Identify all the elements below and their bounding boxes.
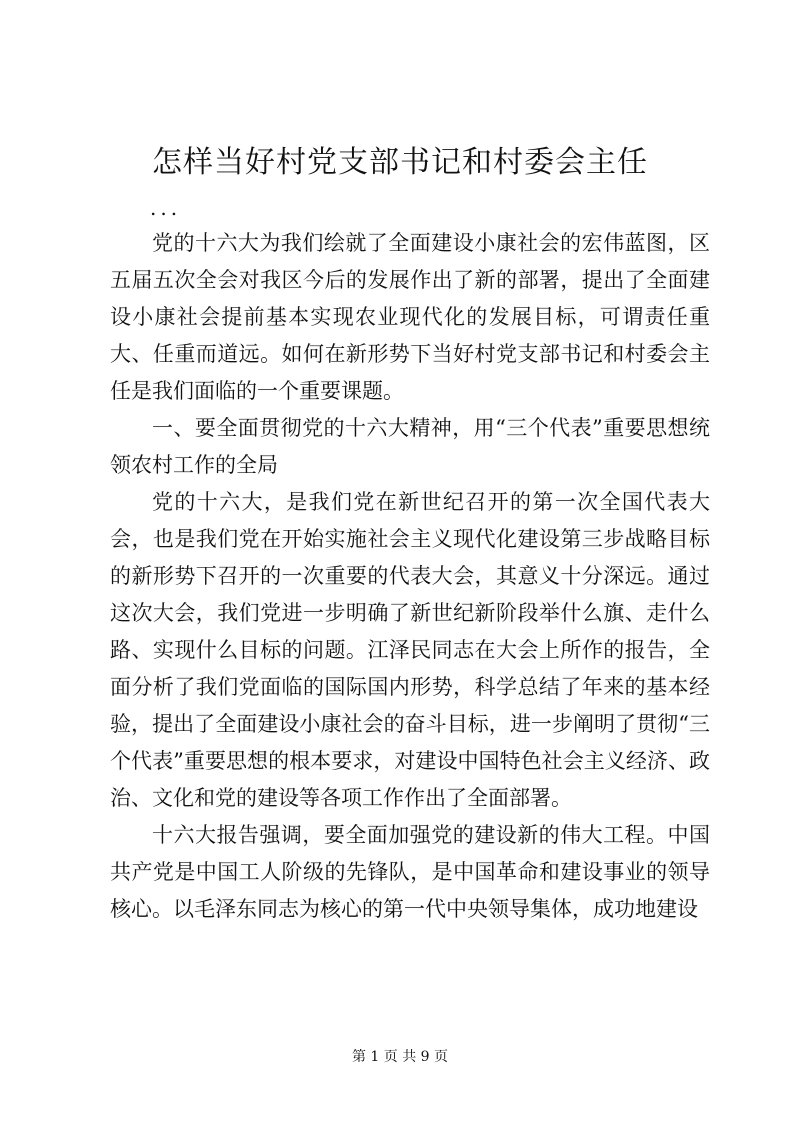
- section-heading-1: 一、要全面贯彻党的十六大精神，用“三个代表”重要思想统领农村工作的全局: [110, 416, 710, 477]
- document-body: [110, 225, 710, 928]
- page-footer: 第 1 页 共 9 页: [351, 1049, 449, 1065]
- paragraph-congress: 党的十六大，是我们党在新世纪召开的第一次全国代表大会，也是我们党在开始实施社会主义现代化建设第三步战略目标的新形势下召开的一次重要的代表大会，其意义十分深远。通过这次大会，我们党进一步明确了新世纪新阶段举什么旗、走什么路、实现什么目标的问题。江泽民同志在大会上所作的报告，全面分析了我们党面临的国际国内形势，科学总结了年来的基本经验，提出了全面建设小康社会的奋斗目标，进一步阐明了贯彻“三个代表”重要思想的根本要求，对建设中国特色社会主义经济、政治、文化和党的建设等各项工作作出了全面部署。: [110, 490, 710, 810]
- ellipsis-marker: ...: [150, 196, 182, 220]
- document-title: 怎样当好村党支部书记和村委会主任: [152, 145, 648, 180]
- paragraph-party-building: 十六大报告强调，要全面加强党的建设新的伟大工程。中国共产党是中国工人阶级的先锋队，是中国革命和建设事业的领导核心。以毛泽东同志为核心的第一代中央领导集体，成功地建设: [110, 823, 710, 921]
- paragraph-intro: 党的十六大为我们绘就了全面建设小康社会的宏伟蓝图，区五届五次全会对我区今后的发展作出了新的部署，提出了全面建设小康社会提前基本实现农业现代化的发展目标，可谓责任重大、任重而道远。如何在新形势下当好村党支部书记和村委会主任是我们面临的一个重要课题。: [110, 231, 710, 403]
